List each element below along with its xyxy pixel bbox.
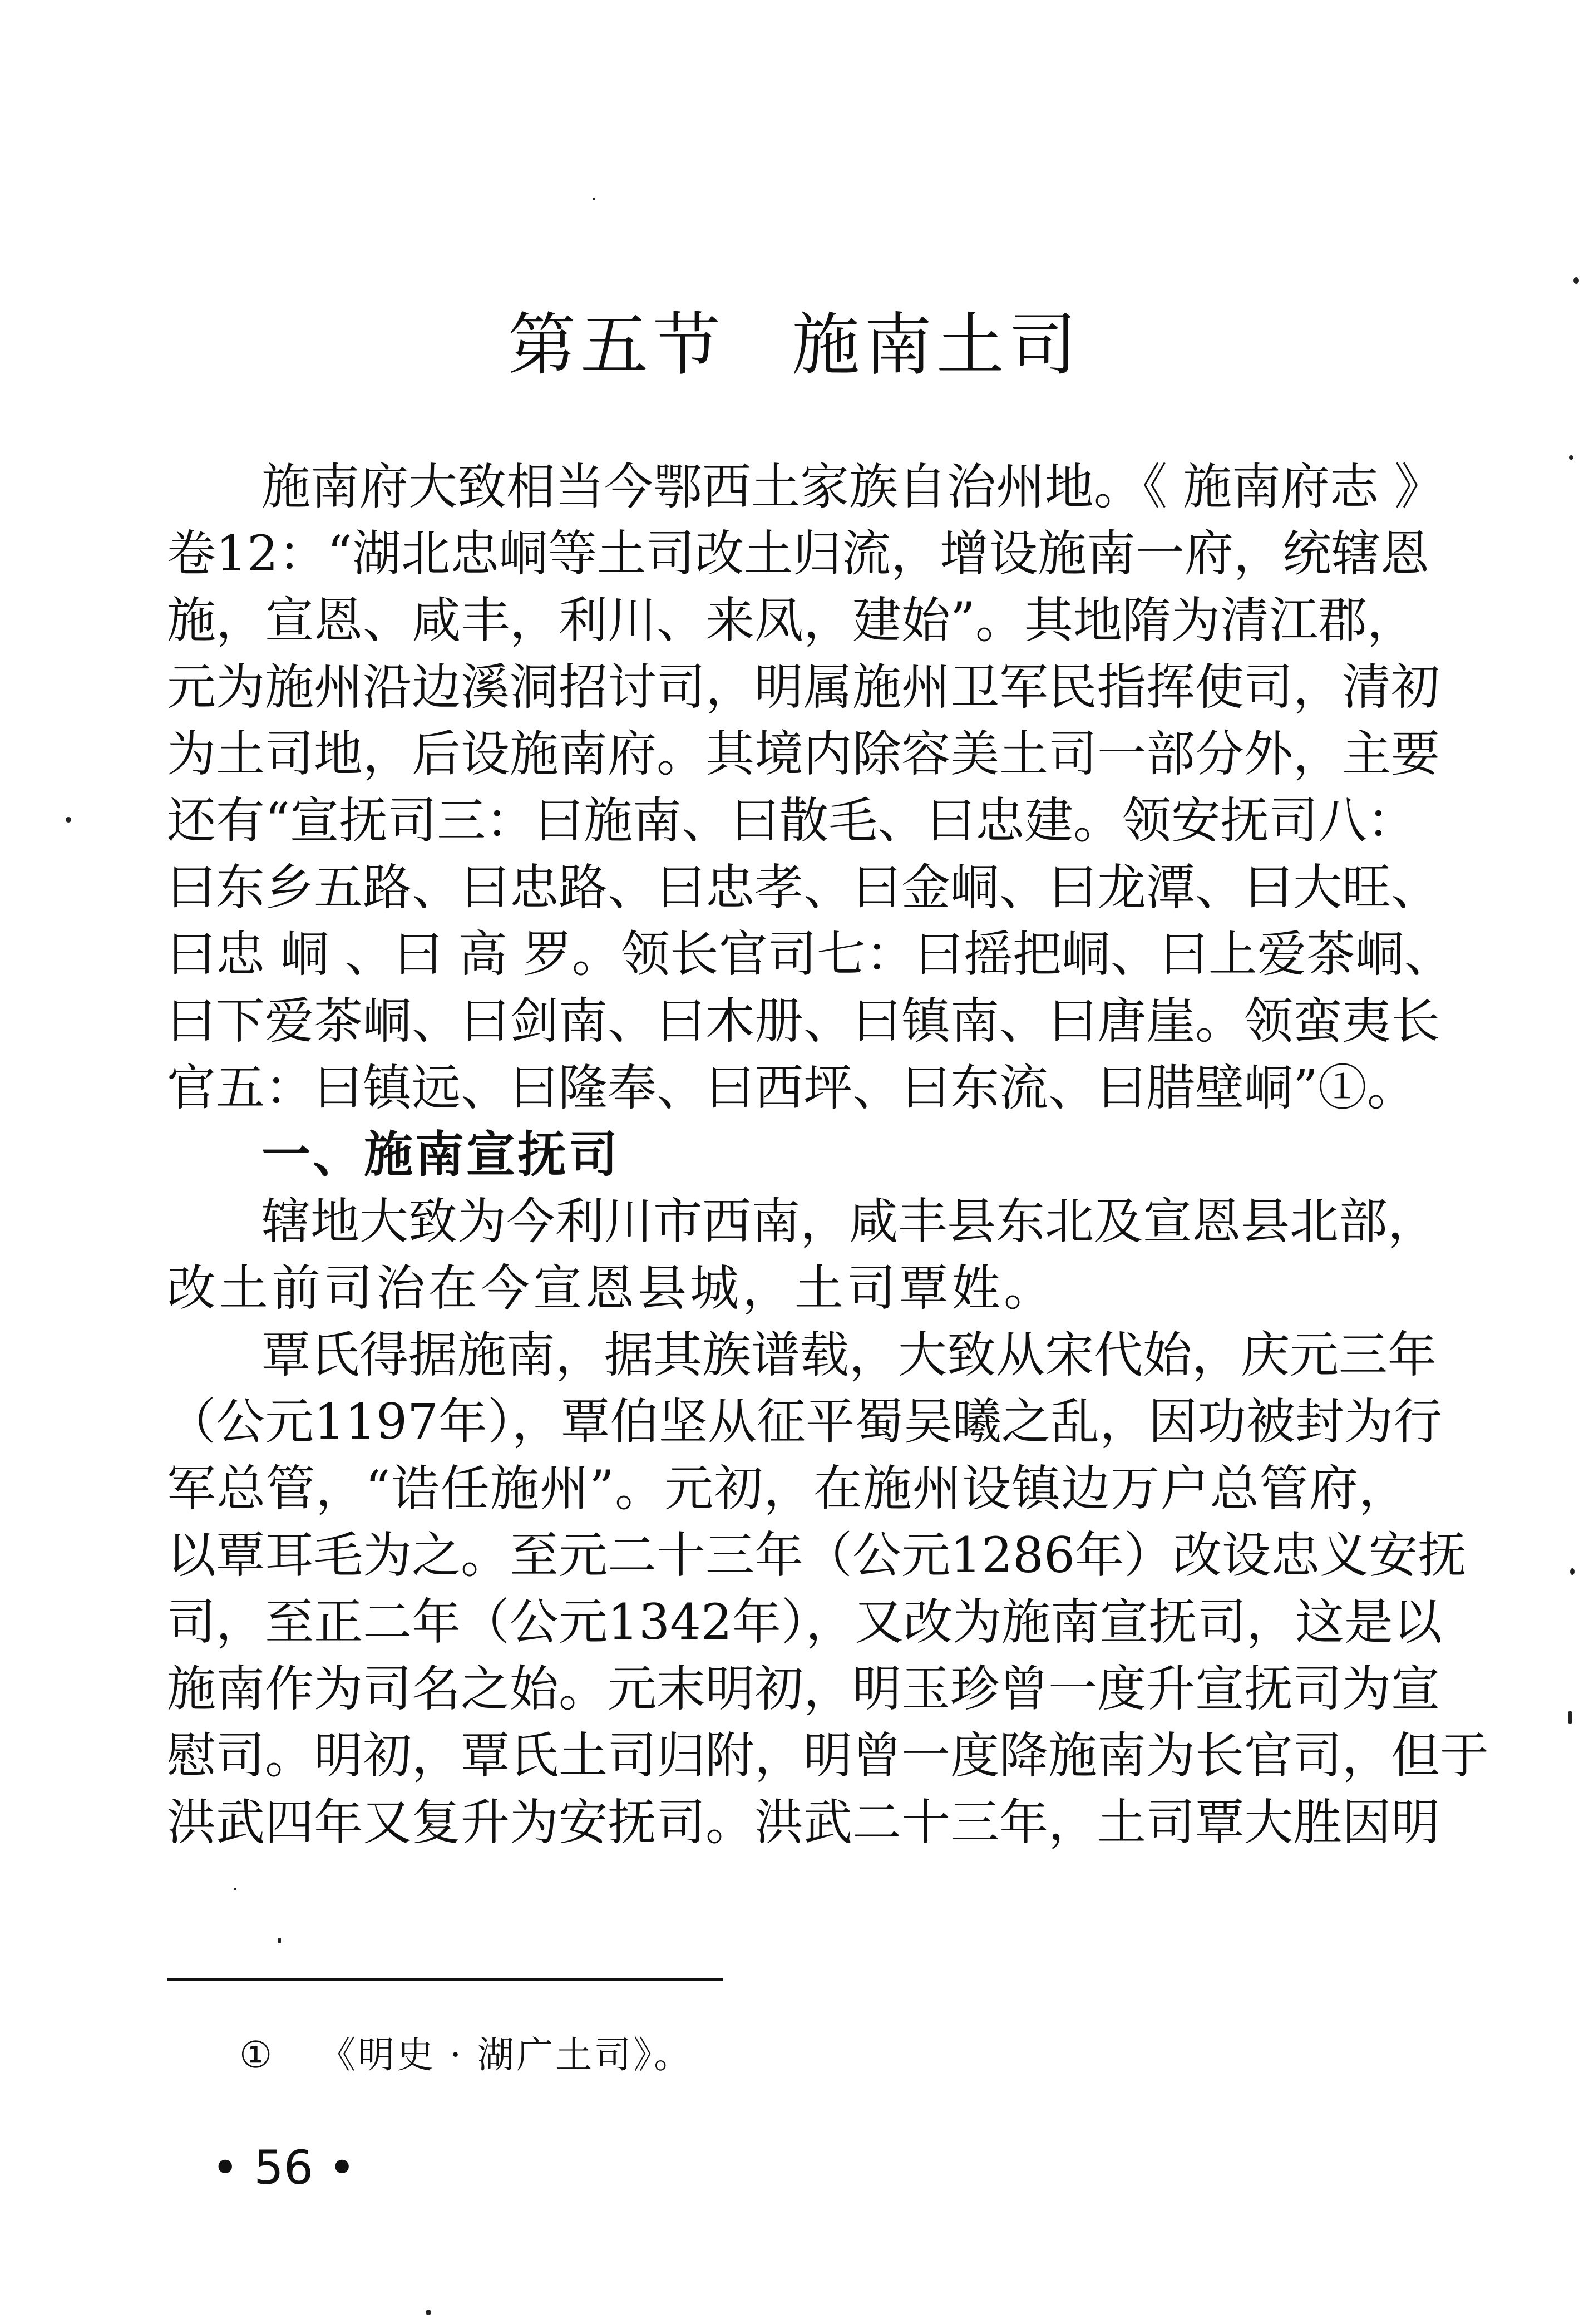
- text-line: 辖地大致为今利川市西南，咸丰县东北及宣恩县北部，: [261, 1193, 1437, 1250]
- footnote-text: 《明史 · 湖广土司》。: [319, 2034, 693, 2076]
- scan-speck: [234, 1888, 236, 1890]
- subsection-heading: 一、施南宣抚司: [261, 1126, 620, 1183]
- text-line: 施南作为司名之始。元末明初，明玉珍曾一度升宣抚司为宣: [167, 1660, 1440, 1717]
- text-line: 卷12：“湖北忠峒等土司改土归流，增设施南一府，统辖恩: [167, 525, 1429, 582]
- footnote: [239, 2030, 693, 2080]
- scan-speck: [66, 817, 71, 823]
- text-line: 以覃耳毛为之。至元二十三年（公元1286年）改设忠义安抚: [167, 1527, 1467, 1584]
- section-number: 第五节: [508, 306, 725, 385]
- text-line: 为土司地，后设施南府。其境内除容美土司一部分外，主要: [167, 725, 1440, 782]
- text-line: 军总管，“诰任施州”。元初，在施州设镇边万户总管府，: [167, 1460, 1408, 1517]
- text-line: 官五：曰镇远、曰隆奉、曰西坪、曰东流、曰腊壁峒”①。: [167, 1059, 1416, 1116]
- text-line: 曰忠 峒 、曰 高 罗。领长官司七：曰摇把峒、曰上爱茶峒、: [167, 925, 1453, 983]
- text-line: 曰东乡五路、曰忠路、曰忠孝、曰金峒、曰龙潭、曰大旺、: [167, 859, 1440, 916]
- footnote-mark: ①: [239, 2034, 275, 2076]
- footnote-divider: [167, 1978, 723, 1981]
- scan-speck: [1573, 277, 1579, 284]
- text-line: 司，至正二年（公元1342年），又改为施南宣抚司，这是以: [167, 1593, 1442, 1651]
- text-line: 施，宣恩、咸丰，利川、来凤，建始”。其地隋为清江郡，: [167, 592, 1416, 649]
- text-line: 洪武四年又复升为安抚司。洪武二十三年，土司覃大胜因明: [167, 1794, 1440, 1851]
- scan-speck: [1570, 1568, 1575, 1575]
- page-number: • 56 •: [211, 2140, 356, 2195]
- scan-speck: [593, 198, 595, 200]
- page-title: [0, 303, 1589, 387]
- text-line: 曰下爱茶峒、曰剑南、曰木册、曰镇南、曰唐崖。领蛮夷长: [167, 992, 1440, 1050]
- text-line: （公元1197年），覃伯坚从征平蜀吴曦之乱，因功被封为行: [167, 1393, 1442, 1450]
- text-line: 还有“宣抚司三：曰施南、曰散毛、曰忠建。领安抚司八：: [167, 792, 1416, 849]
- text-line: 慰司。明初，覃氏土司归附，明曾一度降施南为长官司，但于: [167, 1727, 1489, 1784]
- scan-speck: [426, 2310, 431, 2315]
- scan-speck: [278, 1938, 281, 1943]
- section-name: 施南土司: [792, 306, 1081, 385]
- text-line: 覃氏得据施南，据其族谱载，大致从宋代始，庆元三年: [261, 1326, 1437, 1383]
- text-line: 改土前司治在今宣恩县城，土司覃姓。: [167, 1259, 1057, 1317]
- scan-speck: [1568, 1711, 1572, 1724]
- text-line: 元为施州沿边溪洞招讨司，明属施州卫军民指挥使司，清初: [167, 658, 1440, 716]
- scan-speck: [1569, 455, 1573, 460]
- text-line: 施南府大致相当今鄂西土家族自治州地。《 施南府志 》: [261, 458, 1443, 515]
